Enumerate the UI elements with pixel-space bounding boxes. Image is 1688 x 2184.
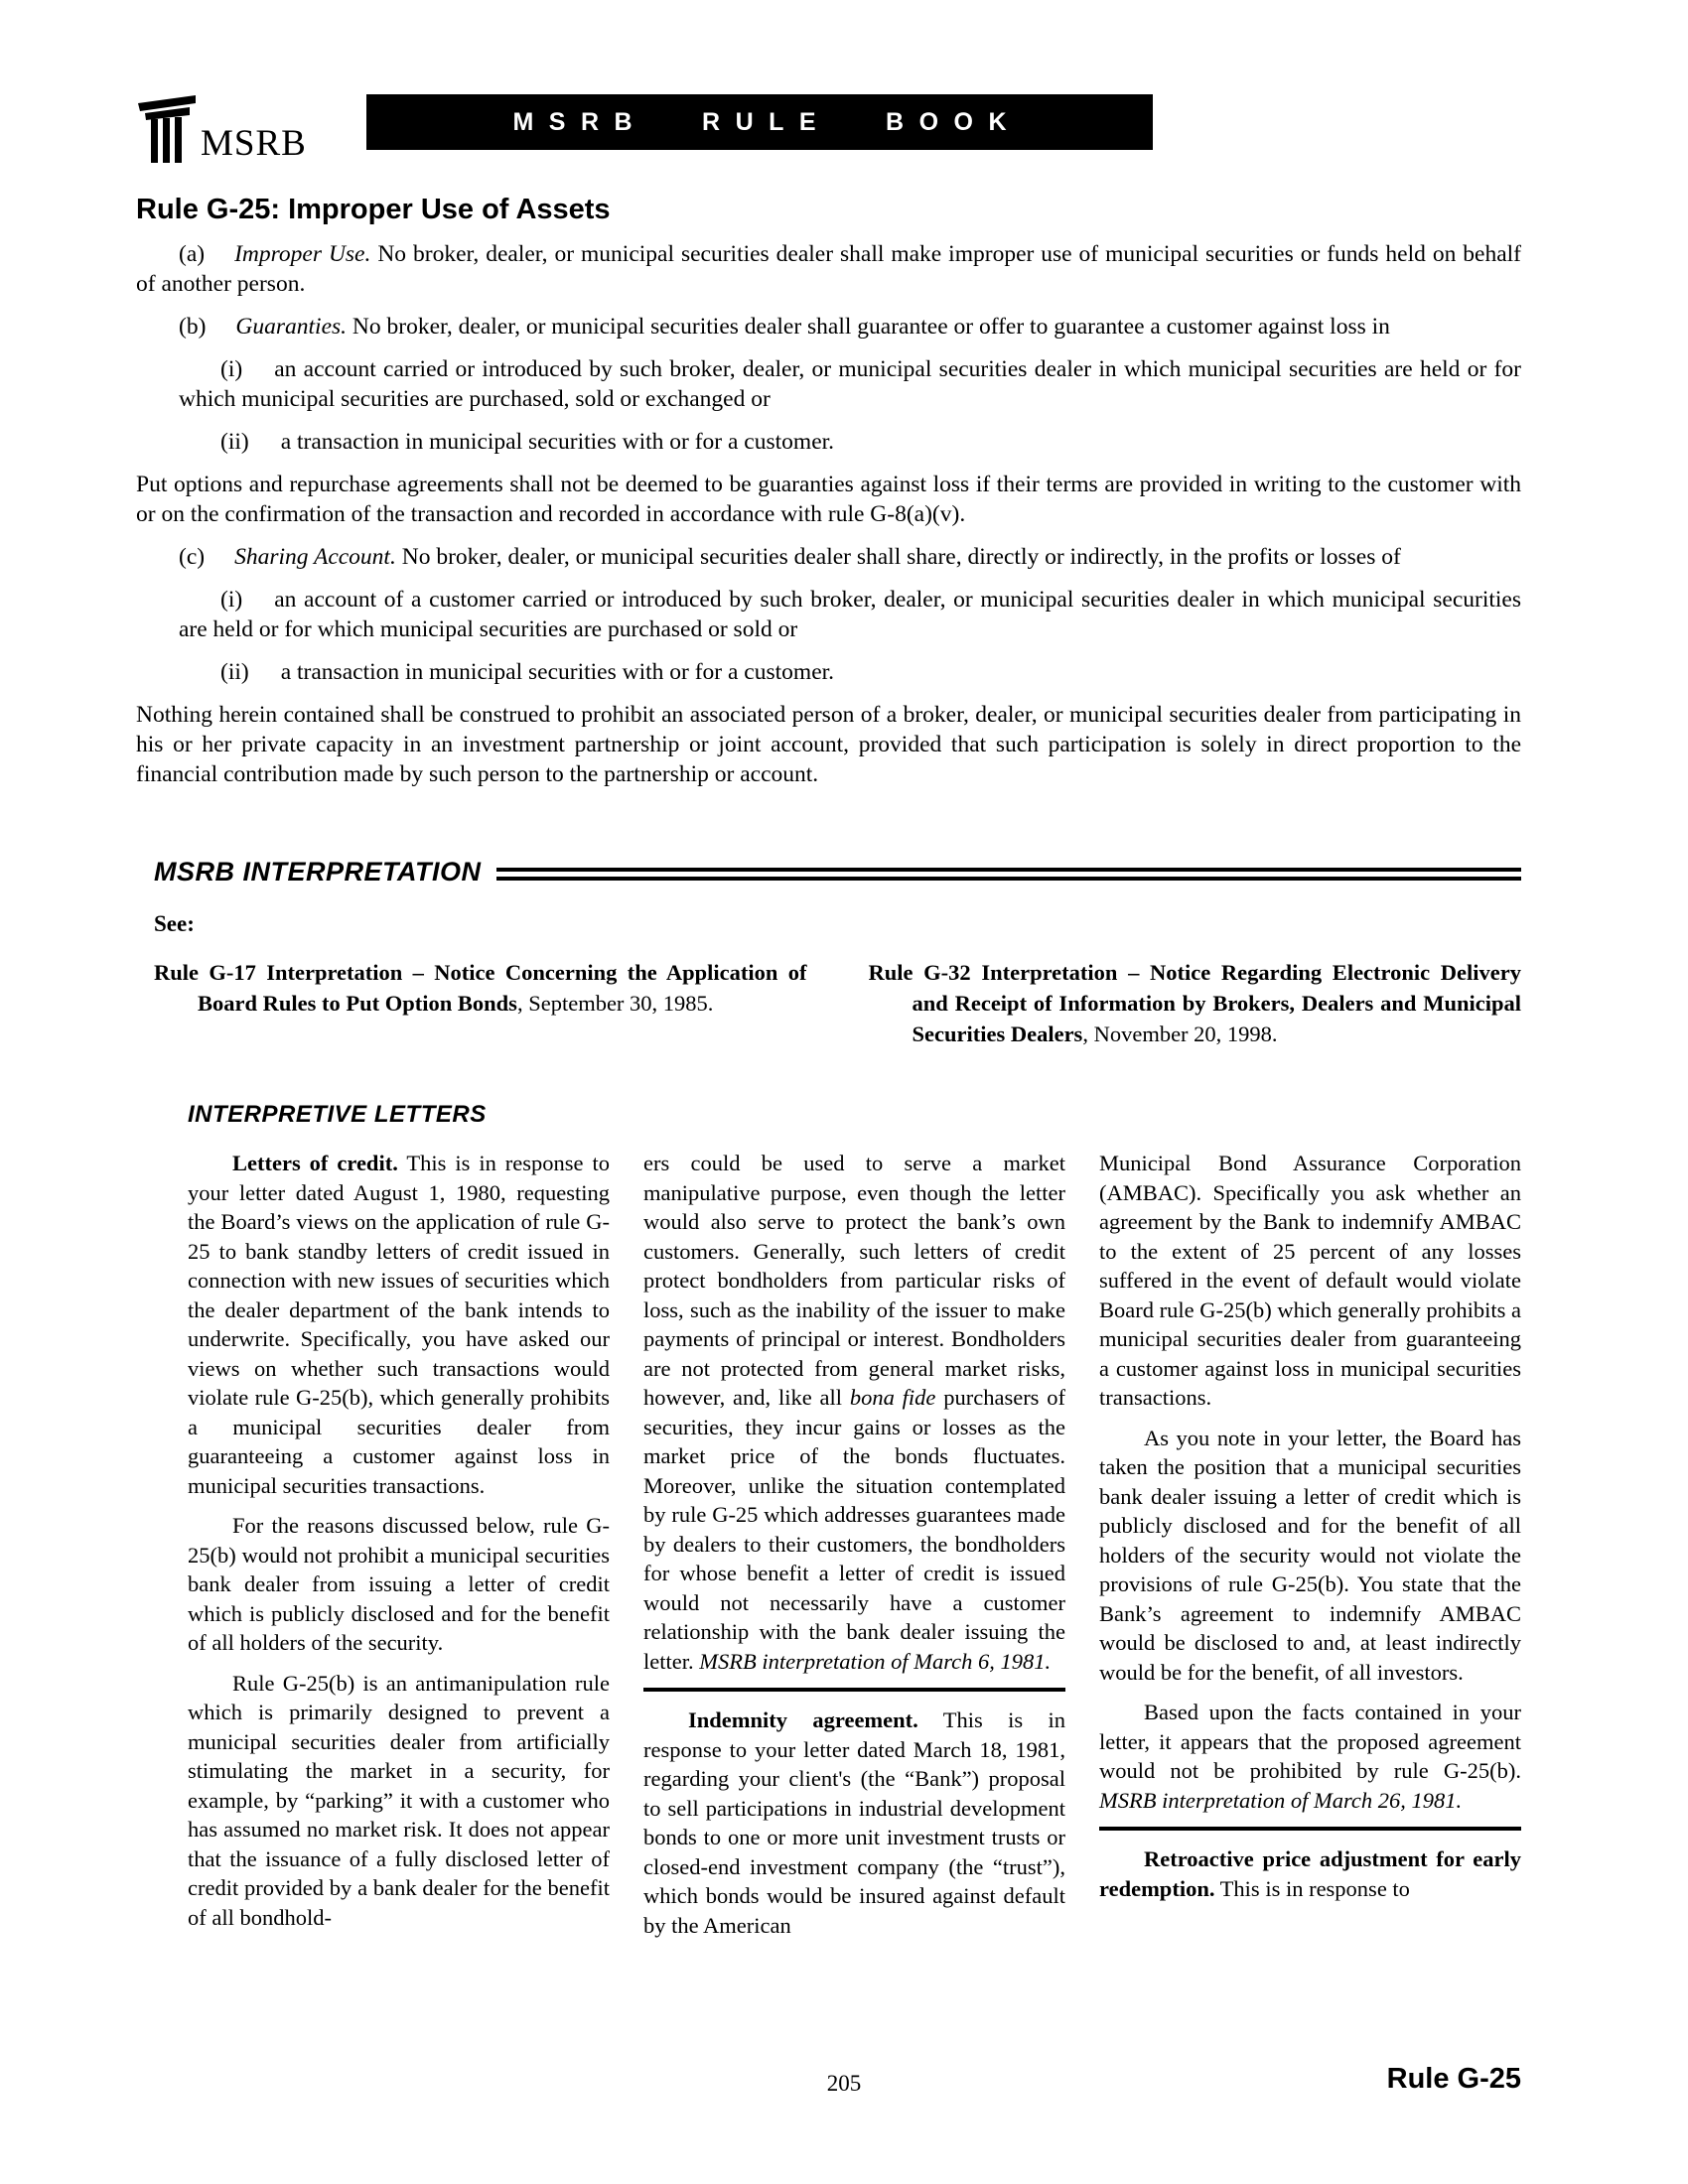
clause-lead: Sharing Account. — [234, 544, 396, 570]
letter-text: purchasers of securities, they incur gains or losses as the market price of the bonds fluctuates. Moreover, unlike the situation contemplated by rule G-25 which addresses guarantees made by dealers to their customers, the bondholders for whose benefit a letter of credit is issued would not necessarily have a customer relationship with the bank dealer issuing the letter. — [643, 1385, 1066, 1674]
double-rule — [496, 868, 1522, 881]
see-reference-g17 — [154, 957, 807, 1049]
letter-paragraph: Municipal Bond Assurance Corporation (AMBAC). Specifically you ask whether an agreement by the Bank to indemnify AMBAC to the extent of 25 percent of any losses suffered in the event of default would violate Board rule G-25(b) which generally prohibits a municipal securities dealer from guaranteeing a customer against loss in municipal securities transactions. — [1099, 1151, 1521, 1410]
letter-paragraph — [1099, 1698, 1521, 1815]
interpretation-signature: MSRB interpretation of March 6, 1981. — [699, 1648, 1052, 1674]
see-label: See: — [154, 911, 195, 936]
clause-text: No broker, dealer, or municipal securities dealer shall share, directly or indirectly, in the profits or losses of — [395, 544, 1401, 570]
clause-text: No broker, dealer, or municipal securities dealer shall guarantee or offer to guarantee a customer against loss in — [347, 314, 1390, 340]
paragraph-a — [136, 239, 1521, 299]
paragraph-b — [136, 312, 1521, 341]
reference-date: , September 30, 1985. — [516, 991, 714, 1016]
clause-text: a transaction in municipal securities with or for a customer. — [280, 659, 835, 685]
see-reference-g32 — [869, 957, 1522, 1049]
clause-lead: Improper Use. — [234, 241, 371, 267]
clause-text: a transaction in municipal securities with or for a customer. — [280, 429, 835, 455]
column-divider-rule — [643, 1688, 1065, 1692]
interpretation-signature: MSRB interpretation of March 26, 1981. — [1099, 1787, 1463, 1813]
page-header — [136, 94, 1521, 164]
letter-paragraph — [643, 1706, 1065, 1940]
letter-paragraph: As you note in your letter, the Board has taken the position that a municipal securities bank dealer issuing a letter of credit which is publicly disclosed and for the benefit of all holders of the security would not violate the provisions of rule G-25(b). You state that the Bank’s agreement to indemnify AMBAC would be disclosed to and, at least indirectly would be for the benefit, of all investors. — [1099, 1425, 1521, 1685]
paragraph-b-ii — [179, 427, 1521, 457]
msrb-logo — [136, 94, 331, 164]
letter-lead: Letters of credit. — [232, 1151, 398, 1175]
letters-column-3 — [1099, 1149, 1521, 1951]
letters-columns — [188, 1149, 1521, 1951]
letters-column-1 — [188, 1149, 610, 1951]
paragraph-c-ii — [179, 657, 1521, 687]
page-title: Rule G-25: Improper Use of Assets — [136, 194, 611, 225]
letters-column-2 — [643, 1149, 1065, 1951]
rule-text — [136, 239, 1521, 789]
letter-paragraph — [188, 1149, 610, 1500]
clause-label: (a) — [179, 241, 206, 267]
see-references — [154, 957, 1521, 1049]
letter-paragraph: For the reasons discussed below, rule G-25(b) would not prohibit a municipal securities bank dealer from issuing a letter of credit which is publicly disclosed and for the benefit of all holders of the security. — [188, 1513, 610, 1655]
reference-title: Rule G-32 Interpretation – Notice Regarding Electronic Delivery and Receipt of Information by Brokers, Dealers and Municipal Securities Dealers — [868, 960, 1521, 1046]
clause-label: (ii) — [220, 429, 249, 455]
interpretation-heading-row — [154, 857, 1521, 887]
letter-paragraph — [1099, 1844, 1521, 1903]
interpretive-letters-heading: INTERPRETIVE LETTERS — [188, 1101, 487, 1128]
paragraph-put-options: Put options and repurchase agreements shall not be deemed to be guaranties against loss if their terms are provided in writing to the customer with or on the confirmation of the transaction and recorded in accordance with rule G-8(a)(v). — [136, 472, 1521, 527]
letter-text: This is in response to your letter dated March 18, 1981, regarding your client's (the “Bank”) proposal to sell participations in industrial development bonds to one or more unit investment trusts or closed-end investment company (the “trust”), which bonds would be insured against default by the American — [643, 1707, 1065, 1938]
clause-label: (i) — [220, 587, 243, 613]
letter-text: This is in response to — [1214, 1875, 1410, 1901]
interpretation-section — [154, 857, 1521, 1049]
reference-date: , November 20, 1998. — [1082, 1022, 1278, 1046]
letter-lead: Indemnity agreement. — [688, 1707, 918, 1732]
interpretation-heading: MSRB INTERPRETATION — [154, 857, 482, 887]
footer-rule-label: Rule G-25 — [1386, 2063, 1521, 2095]
letter-paragraph — [643, 1149, 1065, 1676]
letter-paragraph: Rule G-25(b) is an antimanipulation rule which is primarily designed to prevent a municipal securities dealer from artificially stimulating the market in a security, for example, by “parking” it with a customer who has assumed no market risk. It does not appear that the issuance of a fully disclosed letter of credit provided by a bank dealer for the benefit of all bondhold- — [188, 1670, 610, 1930]
paragraph-nothing-herein: Nothing herein contained shall be construed to prohibit an associated person of a broker, dealer, or municipal securities dealer from participating in his or her private capacity in an investment partnership or joint account, provided that such participation is solely in direct proportion to the financial contribution made by such person to the partnership or account. — [136, 702, 1521, 787]
paragraph-c-i — [179, 585, 1521, 644]
clause-text: No broker, dealer, or municipal securities dealer shall make improper use of municipal securities or funds held on behalf of another person. — [136, 241, 1521, 297]
clause-label: (b) — [179, 314, 207, 340]
reference-title: Rule G-17 Interpretation – Notice Concerning the Application of Board Rules to Put Option Bonds — [154, 960, 807, 1016]
clause-label: (c) — [179, 544, 206, 570]
clause-label: (i) — [220, 356, 243, 382]
letter-lead: Retroactive price adjustment for early redemption. — [1099, 1846, 1521, 1901]
paragraph-b-i — [179, 354, 1521, 414]
column-divider-rule — [1099, 1827, 1521, 1831]
page-number: 205 — [826, 2071, 862, 2096]
rulebook-banner: MSRB RULE BOOK — [366, 94, 1153, 150]
column-icon — [136, 94, 198, 164]
letter-text: ers could be used to serve a market manipulative purpose, even though the letter would also serve to protect the bank’s own customers. Generally, such letters of credit protect bondholders from particular risks of loss, such as the inability of the issuer to make payments of principal or interest. Bondholders are not protected from general market risks, however, and, like all — [643, 1151, 1065, 1410]
interpretive-letters-section — [188, 1101, 1521, 1951]
logo-wordmark: MSRB — [201, 123, 307, 164]
letter-italic: bona fide — [849, 1385, 936, 1410]
paragraph-c — [136, 542, 1521, 572]
letter-text: Based upon the facts contained in your letter, it appears that the proposed agreement would not be prohibited by rule G-25(b). — [1099, 1700, 1521, 1783]
clause-text: an account carried or introduced by such broker, dealer, or municipal securities dealer in which municipal securities are held or for which municipal securities are purchased, sold or exchanged or — [179, 356, 1521, 412]
clause-label: (ii) — [220, 659, 249, 685]
letter-text: This is in response to your letter dated August 1, 1980, requesting the Board’s views on the application of rule G-25 to bank standby letters of credit issued in connection with new issues of securities which the dealer department of the bank intends to underwrite. Specifically, you have asked our views on whether such transactions would violate rule G-25(b), which generally prohibits a municipal securities dealer from guaranteeing a customer against loss in municipal securities transactions. — [188, 1151, 610, 1498]
clause-text: an account of a customer carried or introduced by such broker, dealer, or municipal securities dealer in which municipal securities are held or for which municipal securities are purchased or sold or — [179, 587, 1521, 642]
clause-lead: Guaranties. — [235, 314, 348, 340]
